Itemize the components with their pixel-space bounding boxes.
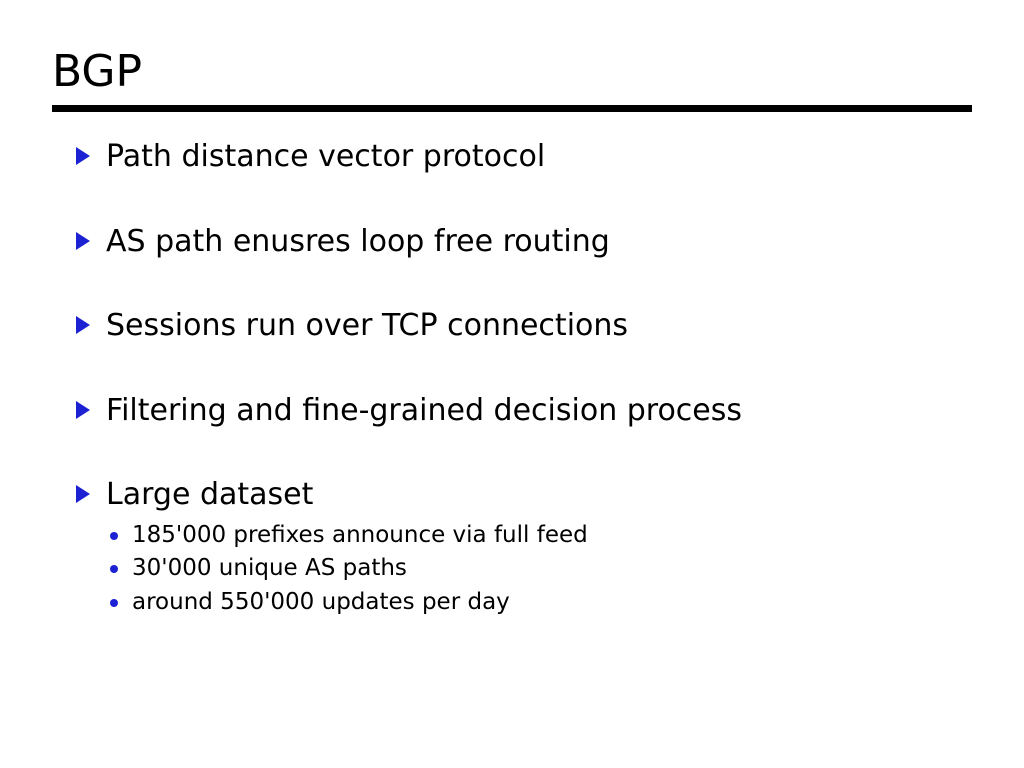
list-item-label: Filtering and fine-grained decision process [106,392,743,428]
sub-bullet-list [106,519,982,620]
sub-list-item-label: around 550'000 updates per day [132,589,510,616]
triangle-bullet-icon [76,147,90,165]
sub-list-item [106,586,982,620]
list-item [72,140,982,175]
bullet-list [72,140,982,620]
dot-bullet-icon [110,599,118,607]
sub-list-item-label: 30'000 unique AS paths [132,555,407,582]
list-item [72,309,982,344]
title-divider [52,105,972,112]
sub-list-item [106,552,982,586]
triangle-bullet-icon [76,401,90,419]
dot-bullet-icon [110,565,118,573]
dot-bullet-icon [110,532,118,540]
triangle-bullet-icon [76,485,90,503]
triangle-bullet-icon [76,316,90,334]
list-item-label: Large dataset [106,477,314,512]
sub-list-item [106,519,982,553]
list-item [72,478,982,620]
list-item-label: AS path enusres loop free routing [106,223,610,259]
list-item [72,394,982,429]
sub-list-item-label: 185'000 prefixes announce via full feed [132,521,588,548]
list-item-label: Sessions run over TCP connections [106,308,629,343]
list-item [72,225,982,260]
triangle-bullet-icon [76,232,90,250]
page-title: BGP [52,46,143,97]
list-item-label: Path distance vector protocol [106,139,546,174]
